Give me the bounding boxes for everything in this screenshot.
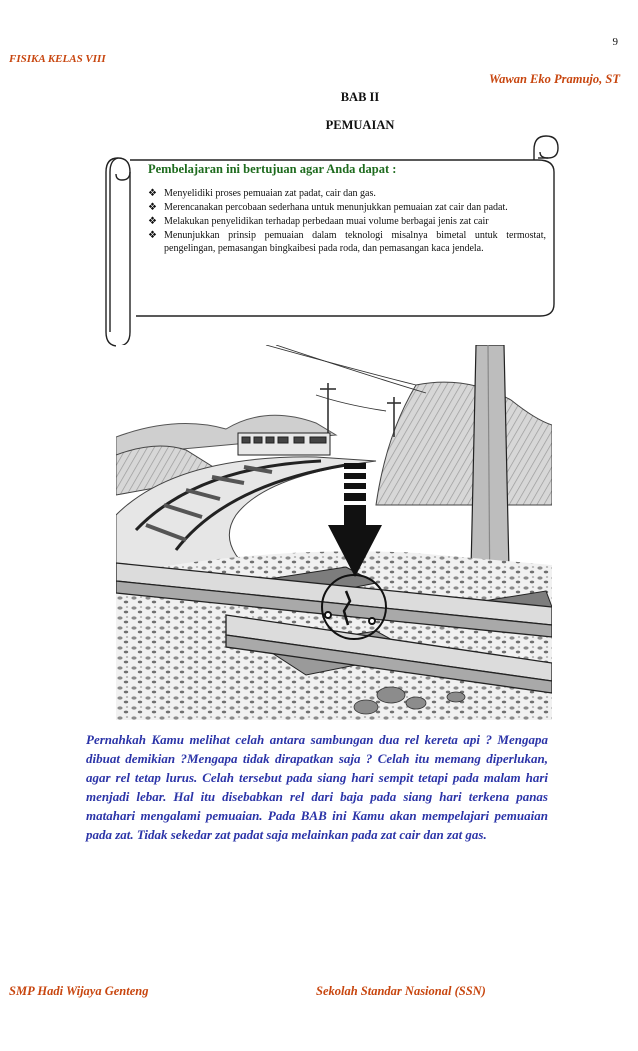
intro-paragraph: Pernahkah Kamu melihat celah antara sambungan dua rel kereta api ? Mengapa dibuat demikian ?Mengapa tidak dirapatkan saja ? Celah itu memang diperlukan, agar rel tetap lurus. Celah tersebut pada siang hari sempit tetapi pada malam hari menjadi lebar. Hal itu disebabkan rel dari baja pada siang hari terkena panas matahari mengalami pemuaian. Pada BAB ini Kamu akan mempelajari pemuaian pada zat. Tidak sekedar zat padat saja melainkan pada zat cair dan zat gas. xyxy=(86,732,548,842)
railway-illustration-graphic xyxy=(116,345,552,720)
objective-text: Menyelidiki proses pemuaian zat padat, cair dan gas. xyxy=(164,188,376,199)
railway-expansion-gap-illustration xyxy=(116,345,552,720)
objectives-heading: Pembelajaran ini bertujuan agar Anda dapat : xyxy=(148,162,397,176)
objectives-list xyxy=(148,187,546,255)
footer-school: SMP Hadi Wijaya Genteng xyxy=(9,984,149,998)
diamond-bullet-icon: ❖ xyxy=(148,202,157,213)
diamond-bullet-icon: ❖ xyxy=(148,230,157,241)
page-number: 9 xyxy=(612,36,618,48)
objective-text: Melakukan penyelidikan terhadap perbedaan muai volume berbagai jenis zat cair xyxy=(164,216,489,227)
objective-text: Merencanakan percobaan sederhana untuk menunjukkan pemuaian zat cair dan padat. xyxy=(164,202,508,213)
footer-school-status: Sekolah Standar Nasional (SSN) xyxy=(316,984,486,998)
objectives-content xyxy=(148,162,546,256)
header-subject: FISIKA KELAS VIII xyxy=(9,53,106,65)
objective-item xyxy=(148,201,546,214)
objective-item xyxy=(148,229,546,255)
diamond-bullet-icon: ❖ xyxy=(148,216,157,227)
objective-text: Menunjukkan prinsip pemuaian dalam teknologi misalnya bimetal untuk termostat, pengelingan, pemasangan bingkaibesi pada roda, dan pemasangan kaca jendela. xyxy=(164,230,546,254)
chapter-title: PEMUAIAN xyxy=(325,118,395,132)
chapter-number: BAB II xyxy=(340,90,380,104)
learning-objectives-scroll xyxy=(96,132,562,354)
diamond-bullet-icon: ❖ xyxy=(148,188,157,199)
objective-item xyxy=(148,187,546,200)
train-icon xyxy=(238,433,330,455)
objective-item xyxy=(148,215,546,228)
header-author: Wawan Eko Pramujo, ST xyxy=(488,72,620,86)
